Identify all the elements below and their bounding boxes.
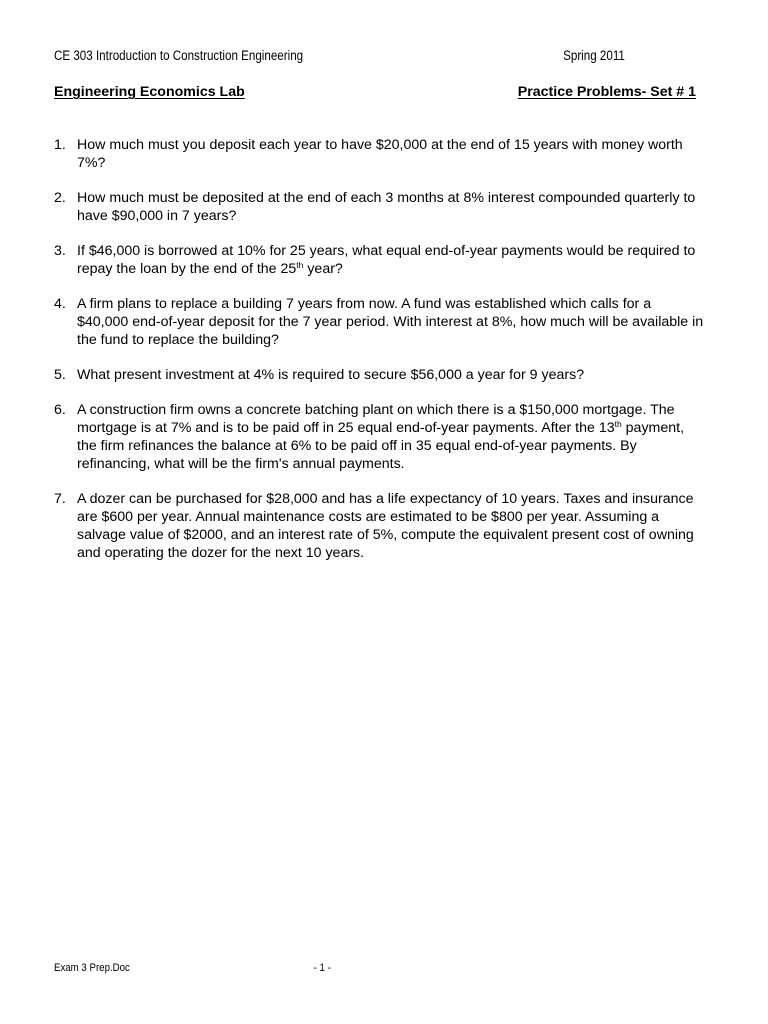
ordinal-superscript: th — [614, 419, 622, 429]
problem-item — [54, 189, 704, 225]
course-title: CE 303 Introduction to Construction Engineering — [54, 48, 304, 63]
problem-item — [54, 366, 704, 384]
problem-number: 3. — [54, 243, 66, 259]
problem-text: A firm plans to replace a building 7 years from now. A fund was established which calls for a $40,000 end-of-year deposit for the 7 year period. With interest at 8%, how much will be available in the fund to replace the building? — [77, 296, 704, 348]
problem-item — [54, 295, 704, 349]
problem-text: A dozer can be purchased for $28,000 and has a life expectancy of 10 years. Taxes and insurance are $600 per year. Annual maintenance costs are estimated to be $800 per year. Assuming a salvage value of $2000, and an interest rate of 5%, compute the equivalent present cost of owning and operating the dozer for the next 10 years. — [77, 491, 694, 561]
problem-item — [54, 136, 704, 172]
document-title-row — [54, 83, 696, 101]
problem-list — [54, 136, 704, 579]
problem-text: How much must be deposited at the end of each 3 months at 8% interest compounded quarterly to have $90,000 in 7 years? — [77, 190, 696, 224]
problem-text-start: If $46,000 is borrowed at 10% for 25 years, what equal end-of-year payments would be required to repay the loan by the end of the 25 — [77, 243, 696, 277]
semester: Spring 2011 — [563, 48, 625, 63]
problem-text-end: payment, the firm refinances the balance at 6% to be paid off in 35 equal end-of-year payments. By refinancing, what will be the firm's annual payments. — [77, 420, 685, 472]
problem-item — [54, 242, 704, 278]
problem-text-start: A construction firm owns a concrete batching plant on which there is a $150,000 mortgage. The mortgage is at 7% and is to be paid off in 25 equal end-of-year payments. After the 13 — [77, 402, 675, 436]
problem-item — [54, 401, 704, 473]
problem-item — [54, 490, 704, 562]
footer-page-number: - 1 - — [313, 962, 331, 974]
problem-number: 7. — [54, 491, 66, 507]
practice-set-title: Practice Problems- Set # 1 — [517, 84, 696, 100]
problem-number: 6. — [54, 402, 66, 418]
page-footer — [54, 961, 331, 975]
problem-number: 2. — [54, 190, 66, 206]
footer-filename: Exam 3 Prep.Doc — [54, 962, 130, 974]
course-header — [54, 48, 625, 64]
problem-number: 5. — [54, 367, 66, 383]
problem-text: How much must you deposit each year to have $20,000 at the end of 15 years with money worth 7%? — [77, 137, 683, 171]
problem-text: What present investment at 4% is required to secure $56,000 a year for 9 years? — [77, 367, 585, 383]
problem-number: 4. — [54, 296, 66, 312]
problem-text-end: year? — [303, 261, 343, 277]
problem-text — [77, 401, 704, 473]
problem-text — [77, 242, 704, 278]
lab-title: Engineering Economics Lab — [54, 84, 245, 100]
ordinal-superscript: th — [296, 260, 304, 270]
problem-number: 1. — [54, 137, 66, 153]
